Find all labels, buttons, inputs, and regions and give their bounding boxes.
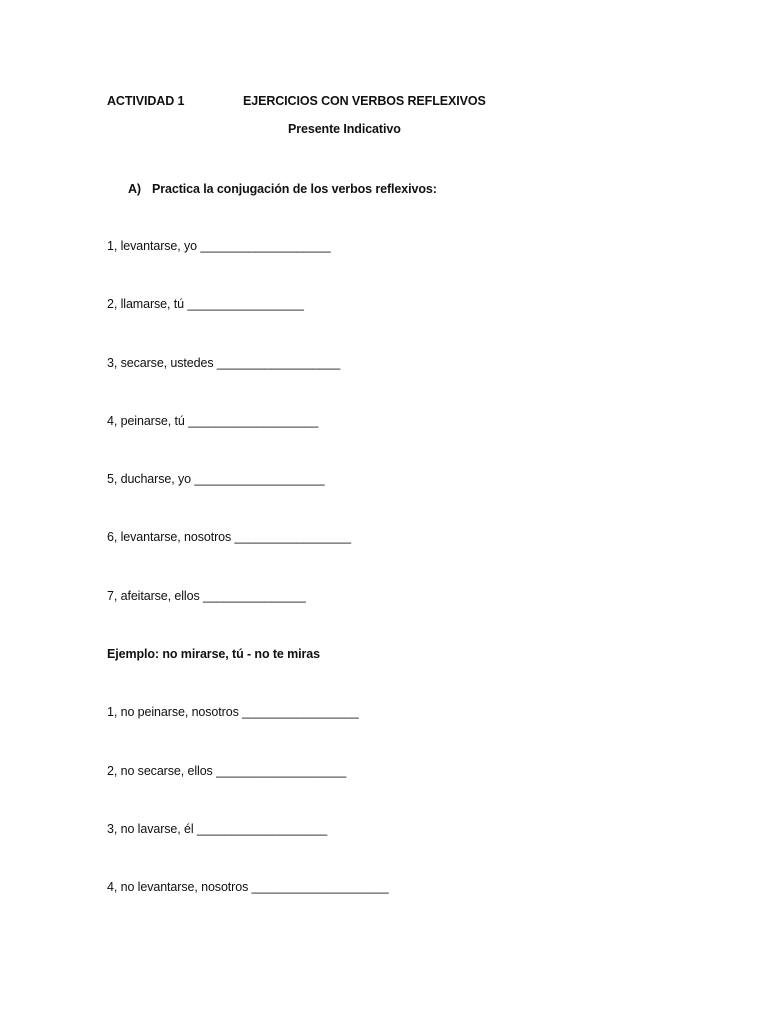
worksheet-title: EJERCICIOS CON VERBOS REFLEXIVOS [243, 94, 486, 108]
exercise-item-4: 4, peinarse, tú ___________________ [107, 414, 319, 428]
section-a-marker: A) [128, 182, 141, 196]
negative-item-3: 3, no lavarse, él ___________________ [107, 822, 328, 836]
negative-item-1: 1, no peinarse, nosotros _________________ [107, 705, 359, 719]
section-a-heading [128, 182, 437, 196]
activity-label: ACTIVIDAD 1 [107, 94, 185, 108]
negative-item-4: 4, no levantarse, nosotros ____________________ [107, 880, 389, 894]
negative-item-2: 2, no secarse, ellos ___________________ [107, 764, 347, 778]
exercise-item-2: 2, llamarse, tú _________________ [107, 297, 304, 311]
worksheet-subtitle: Presente Indicativo [288, 122, 401, 136]
example-line: Ejemplo: no mirarse, tú - no te miras [107, 647, 321, 661]
exercise-item-3: 3, secarse, ustedes __________________ [107, 356, 341, 370]
exercise-item-7: 7, afeitarse, ellos _______________ [107, 589, 306, 603]
section-a-instruction: Practica la conjugación de los verbos reflexivos: [152, 182, 437, 196]
exercise-item-5: 5, ducharse, yo ___________________ [107, 472, 325, 486]
exercise-item-6: 6, levantarse, nosotros _________________ [107, 530, 352, 544]
exercise-item-1: 1, levantarse, yo ___________________ [107, 239, 331, 253]
